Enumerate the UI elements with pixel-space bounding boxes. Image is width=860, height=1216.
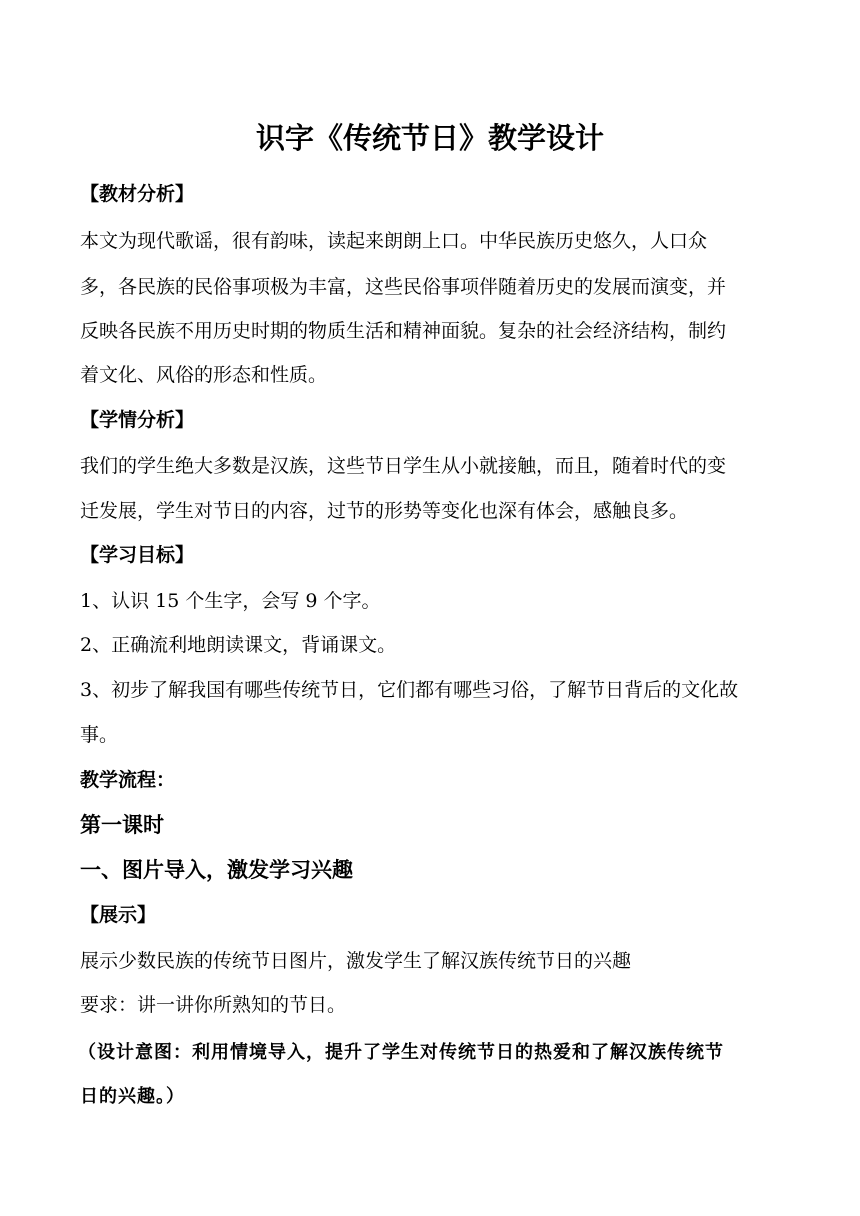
- goal-item: 3、初步了解我国有哪些传统节日，它们都有哪些习俗，了解节日背后的文化故: [80, 679, 739, 701]
- paragraph-line: 我们的学生绝大多数是汉族，这些节日学生从小就接触，而且，随着时代的变: [80, 455, 727, 477]
- paragraph-line: 多，各民族的民俗事项极为丰富，这些民俗事项伴随着历史的发展而演变，并: [80, 276, 727, 298]
- paragraph-line: 反映各民族不用历史时期的物质生活和精神面貌。复杂的社会经济结构，制约: [80, 320, 727, 342]
- document-title: 识字《传统节日》教学设计: [255, 121, 604, 155]
- goal-item-continuation: 事。: [80, 724, 119, 746]
- design-intent-note-continuation: 日的兴趣。）: [80, 1086, 185, 1107]
- paragraph-line: 本文为现代歌谣，很有韵味，读起来朗朗上口。中华民族历史悠久，人口众: [80, 230, 708, 252]
- goal-item: 2、正确流利地朗读课文，背诵课文。: [80, 634, 397, 656]
- heading-show: 【展示】: [80, 904, 157, 926]
- requirement-line: 要求：讲一讲你所熟知的节日。: [80, 994, 347, 1016]
- paragraph-line: 着文化、风俗的形态和性质。: [80, 364, 328, 386]
- paragraph-line: 迁发展，学生对节日的内容，过节的形势等变化也深有体会，感触良多。: [80, 500, 689, 522]
- paragraph-line: 展示少数民族的传统节日图片，激发学生了解汉族传统节日的兴趣: [80, 950, 632, 972]
- goal-item: 1、认识 15 个生字，会写 9 个字。: [80, 590, 381, 612]
- heading-learning-goals: 【学习目标】: [80, 544, 195, 566]
- lesson-heading: 第一课时: [80, 813, 164, 837]
- teaching-process-label: 教学流程：: [80, 769, 176, 791]
- design-intent-note: （设计意图：利用情境导入，提升了学生对传统节日的热爱和了解汉族传统节: [78, 1042, 724, 1063]
- step-heading: 一、图片导入，激发学习兴趣: [80, 858, 353, 882]
- heading-student-analysis: 【学情分析】: [80, 409, 195, 431]
- heading-textbook-analysis: 【教材分析】: [80, 183, 195, 205]
